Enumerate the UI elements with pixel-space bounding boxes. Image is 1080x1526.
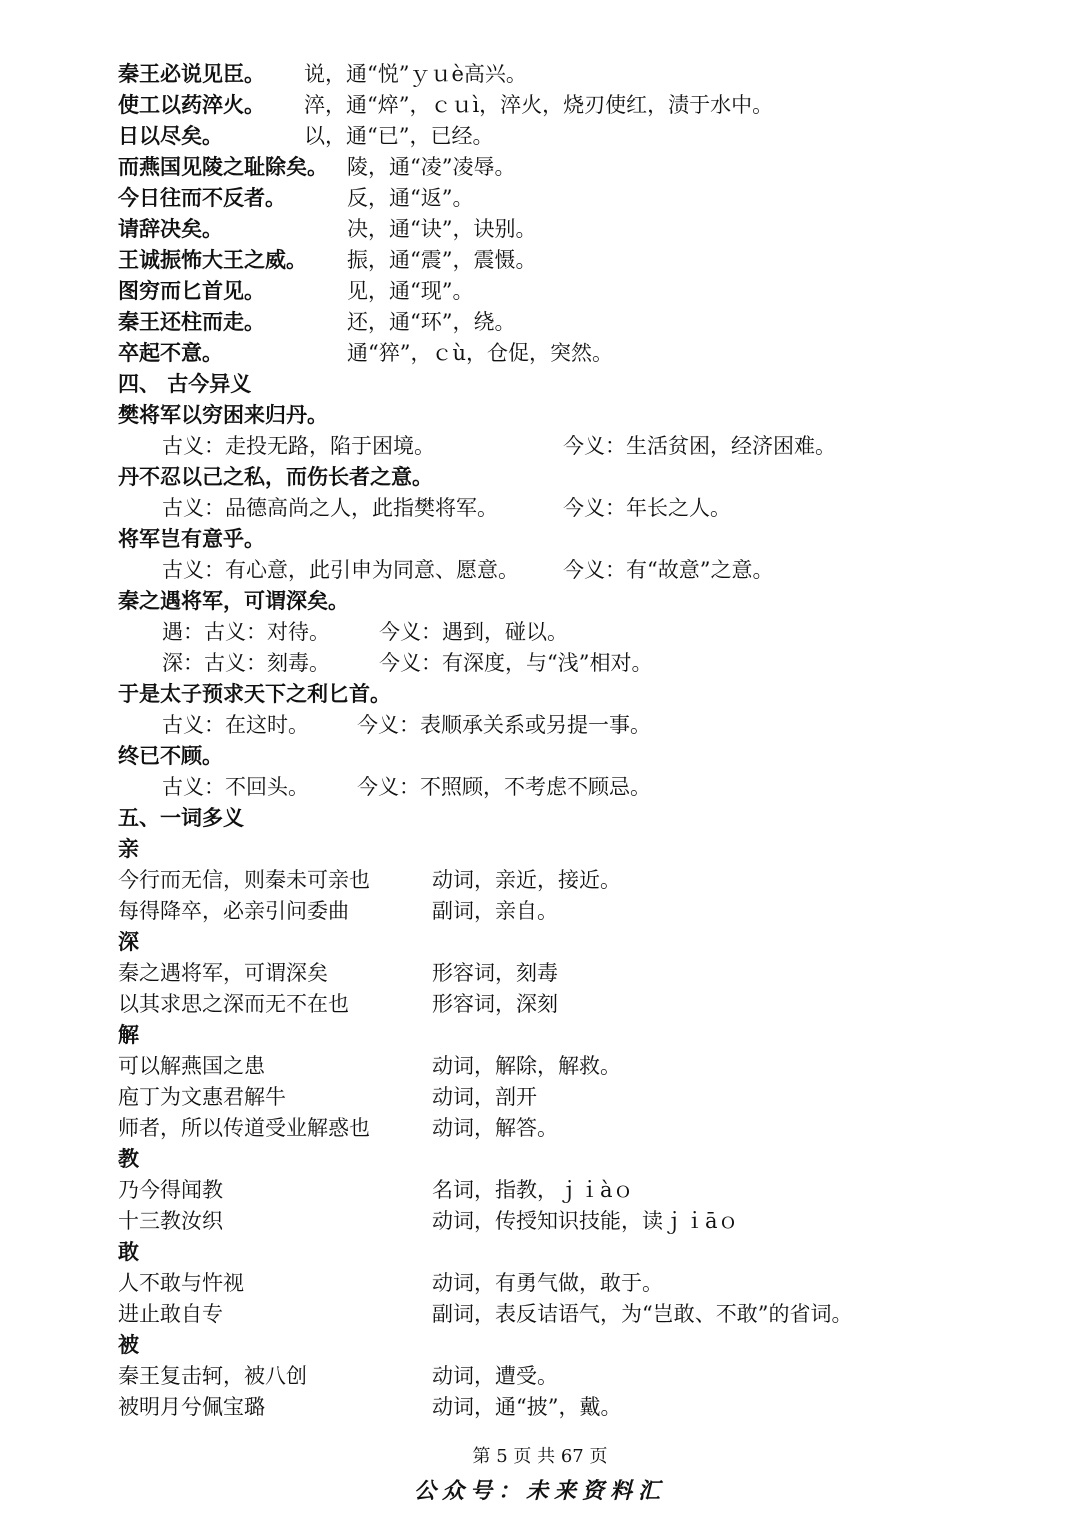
word-meaning: 形容词，深刻 (432, 992, 558, 1016)
gujin-sentence: 终已不顾。 (118, 744, 223, 768)
example-sentence: 秦之遇将军，可谓深矣 (118, 961, 328, 985)
tongjia-note: 以，通“已”，已经。 (304, 124, 494, 148)
gujin-meanings (162, 431, 836, 462)
polysemy-row (118, 1206, 739, 1237)
tongjia-row (118, 90, 774, 121)
word-meaning: 动词，通“披”，戴。 (432, 1395, 622, 1419)
new-meaning: 今义：不照顾，不考虑不顾忌。 (357, 775, 651, 799)
word-meaning: 动词，遭受。 (432, 1364, 558, 1388)
example-sentence: 被明月兮佩宝璐 (118, 1395, 265, 1419)
polysemy-word: 教 (118, 1147, 139, 1171)
new-meaning: 今义：表顺承关系或另提一事。 (357, 713, 651, 737)
polysemy-word: 解 (118, 1023, 139, 1047)
polysemy-row (118, 989, 558, 1020)
tongjia-row (118, 183, 474, 214)
gujin-sentence: 于是太子预求天下之利匕首。 (118, 682, 391, 706)
example-sentence: 每得降卒，必亲引问委曲 (118, 899, 349, 923)
old-meaning: 深：古义：刻毒。 (162, 651, 330, 675)
word-meaning: 名词，指教，ｊｉàｏ (432, 1178, 634, 1202)
gujin-meanings (162, 710, 651, 741)
polysemy-word: 深 (118, 930, 139, 954)
tongjia-row (118, 214, 537, 245)
tongjia-note: 通“猝”，ｃù，仓促，突然。 (347, 341, 613, 365)
tongjia-sentence: 日以尽矣。 (118, 124, 223, 148)
gujin-meanings (162, 555, 774, 586)
polysemy-word: 敢 (118, 1240, 139, 1264)
new-meaning: 今义：遇到，碰以。 (379, 620, 568, 644)
gujin-meanings (162, 617, 568, 648)
tongjia-note: 反，通“返”。 (347, 186, 474, 210)
tongjia-row (118, 307, 516, 338)
word-meaning: 动词，剖开 (432, 1085, 537, 1109)
example-sentence: 乃今得闻教 (118, 1178, 223, 1202)
example-sentence: 以其求思之深而无不在也 (118, 992, 349, 1016)
polysemy-row (118, 958, 558, 989)
word-meaning: 副词，亲自。 (432, 899, 558, 923)
tongjia-sentence: 秦王还柱而走。 (118, 310, 265, 334)
tongjia-sentence: 而燕国见陵之耻除矣。 (118, 155, 328, 179)
gujin-sentence: 秦之遇将军，可谓深矣。 (118, 589, 349, 613)
tongjia-row (118, 276, 474, 307)
tongjia-row (118, 245, 537, 276)
tongjia-sentence: 王诚振怖大王之威。 (118, 248, 307, 272)
gujin-meanings (162, 493, 731, 524)
polysemy-row (118, 865, 621, 896)
tongjia-sentence: 使工以药淬火。 (118, 93, 265, 117)
example-sentence: 十三教汝织 (118, 1209, 223, 1233)
word-meaning: 动词，传授知识技能，读ｊｉāｏ (432, 1209, 739, 1233)
example-sentence: 师者，所以传道受业解惑也 (118, 1116, 370, 1140)
example-sentence: 人不敢与忤视 (118, 1271, 244, 1295)
tongjia-row (118, 59, 527, 90)
example-sentence: 进止敢自专 (118, 1302, 223, 1326)
old-meaning: 古义：走投无路，陷于困境。 (162, 434, 435, 458)
new-meaning: 今义：有深度，与“浅”相对。 (379, 651, 653, 675)
page-number: 第 5 页 共 67 页 (472, 1446, 608, 1467)
old-meaning: 古义：不回头。 (162, 775, 309, 799)
word-meaning: 动词，亲近，接近。 (432, 868, 621, 892)
tongjia-row (118, 121, 494, 152)
polysemy-row (118, 1113, 558, 1144)
example-sentence: 庖丁为文惠君解牛 (118, 1085, 286, 1109)
polysemy-row (118, 1392, 622, 1423)
tongjia-note: 陵，通“凌”凌辱。 (347, 155, 516, 179)
polysemy-row (118, 1361, 558, 1392)
section-heading: 五、一词多义 (118, 806, 244, 830)
example-sentence: 今行而无信，则秦未可亲也 (118, 868, 370, 892)
tongjia-sentence: 卒起不意。 (118, 341, 223, 365)
tongjia-note: 说，通“悦”ｙｕè高兴。 (304, 62, 527, 86)
gujin-sentence: 丹不忍以己之私，而伤长者之意。 (118, 465, 433, 489)
example-sentence: 秦王复击轲，被八创 (118, 1364, 307, 1388)
gujin-sentence: 樊将军以穷困来归丹。 (118, 403, 328, 427)
old-meaning: 古义：品德高尚之人，此指樊将军。 (162, 496, 498, 520)
tongjia-note: 淬，通“焠”，ｃｕì，淬火，烧刃使红，渍于水中。 (304, 93, 774, 117)
polysemy-row (118, 1268, 663, 1299)
old-meaning: 遇：古义：对待。 (162, 620, 330, 644)
old-meaning: 古义：有心意，此引申为同意、愿意。 (162, 558, 519, 582)
gujin-sentence: 将军岂有意乎。 (118, 527, 265, 551)
polysemy-word: 亲 (118, 837, 139, 861)
word-meaning: 形容词，刻毒 (432, 961, 558, 985)
new-meaning: 今义：生活贫困，经济困难。 (563, 434, 836, 458)
word-meaning: 动词，有勇气做，敢于。 (432, 1271, 663, 1295)
section-heading: 四、 古今异义 (118, 372, 252, 396)
tongjia-note: 决，通“诀”，诀别。 (347, 217, 537, 241)
tongjia-sentence: 秦王必说见臣。 (118, 62, 265, 86)
tongjia-note: 振，通“震”，震慑。 (347, 248, 537, 272)
tongjia-sentence: 请辞决矣。 (118, 217, 223, 241)
word-meaning: 动词，解除，解救。 (432, 1054, 621, 1078)
tongjia-sentence: 图穷而匕首见。 (118, 279, 265, 303)
new-meaning: 今义：年长之人。 (563, 496, 731, 520)
gujin-meanings (162, 772, 651, 803)
tongjia-sentence: 今日往而不反者。 (118, 186, 286, 210)
word-meaning: 动词，解答。 (432, 1116, 558, 1140)
word-meaning: 副词，表反诘语气，为“岂敢、不敢”的省词。 (432, 1302, 853, 1326)
new-meaning: 今义：有“故意”之意。 (563, 558, 774, 582)
tongjia-note: 还，通“环”，绕。 (347, 310, 516, 334)
tongjia-row (118, 338, 613, 369)
polysemy-row (118, 1082, 537, 1113)
gujin-meanings (162, 648, 653, 679)
example-sentence: 可以解燕国之患 (118, 1054, 265, 1078)
polysemy-row (118, 1299, 853, 1330)
tongjia-row (118, 152, 516, 183)
polysemy-word: 被 (118, 1333, 139, 1357)
footer-brand: 公众号：未来资料汇 (413, 1478, 666, 1504)
polysemy-row (118, 896, 558, 927)
tongjia-note: 见，通“现”。 (347, 279, 474, 303)
polysemy-row (118, 1175, 634, 1206)
polysemy-row (118, 1051, 621, 1082)
old-meaning: 古义：在这时。 (162, 713, 309, 737)
